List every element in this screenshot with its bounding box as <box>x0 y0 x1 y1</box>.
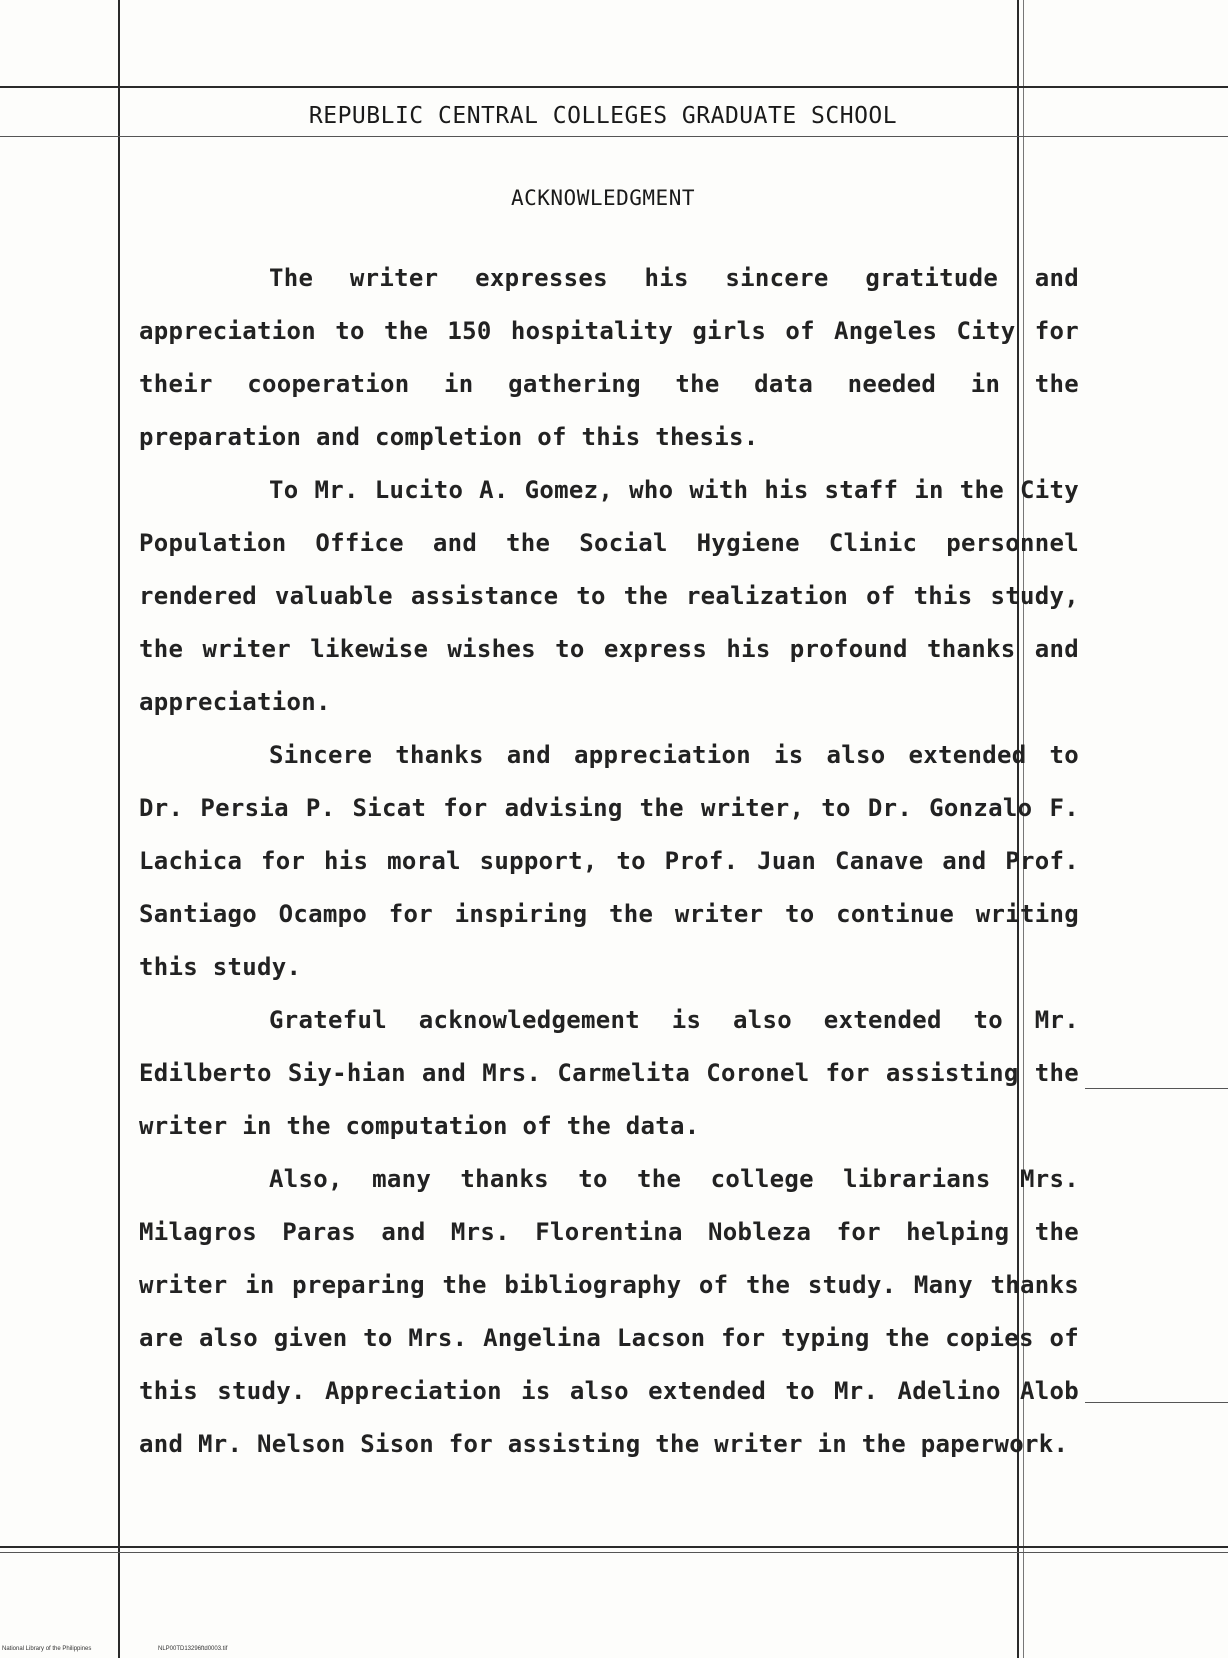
scan-file-id: NLP00TD13296ftd0003.tif <box>158 1646 228 1652</box>
paragraph: Grateful acknowledgement is also extended to Mr. Edilberto Siy-hian and Mrs. Carmelita Coronel for assisting the writer in the computation of the data. <box>139 1006 1079 1140</box>
page-title: ACKNOWLEDGMENT <box>510 186 695 210</box>
top-header-rule <box>0 86 1228 88</box>
header-bottom-rule <box>0 136 1228 137</box>
paragraph: Sincere thanks and appreciation is also extended to Dr. Persia P. Sicat for advising the writer, to Dr. Gonzalo F. Lachica for his moral support, to Prof. Juan Canave and Prof. Santiago Ocampo for inspiring the writer to continue writing this study. <box>139 741 1079 981</box>
paragraph: The writer expresses his sincere gratitude and appreciation to the 150 hospitality girls of Angeles City for their cooperation in gathering the data needed in the preparation and completion of this thesis. <box>139 264 1079 451</box>
left-margin-rule <box>118 0 120 1658</box>
right-column-rule-1 <box>1085 1088 1228 1089</box>
bottom-rule-secondary <box>0 1552 1228 1553</box>
scan-source-note: National Library of the Philippines <box>2 1646 92 1652</box>
acknowledgment-body <box>139 252 1079 1471</box>
institution-header: REPUBLIC CENTRAL COLLEGES GRADUATE SCHOOL <box>308 103 898 129</box>
paragraph: Also, many thanks to the college librarians Mrs. Milagros Paras and Mrs. Florentina Nobleza for helping the writer in preparing the bibliography of the study. Many thanks are also given to Mrs. Angelina Lacson for typing the copies of this study. Appreciation is also extended to Mr. Adelino Alob and Mr. Nelson Sison for assisting the writer in the paperwork. <box>139 1165 1079 1458</box>
bottom-rule <box>0 1546 1228 1548</box>
right-column-rule-2 <box>1085 1402 1228 1403</box>
paragraph: To Mr. Lucito A. Gomez, who with his staff in the City Population Office and the Social Hygiene Clinic personnel rendered valuable assistance to the realization of this study, the writer likewise wishes to express his profound thanks and appreciation. <box>139 476 1079 716</box>
